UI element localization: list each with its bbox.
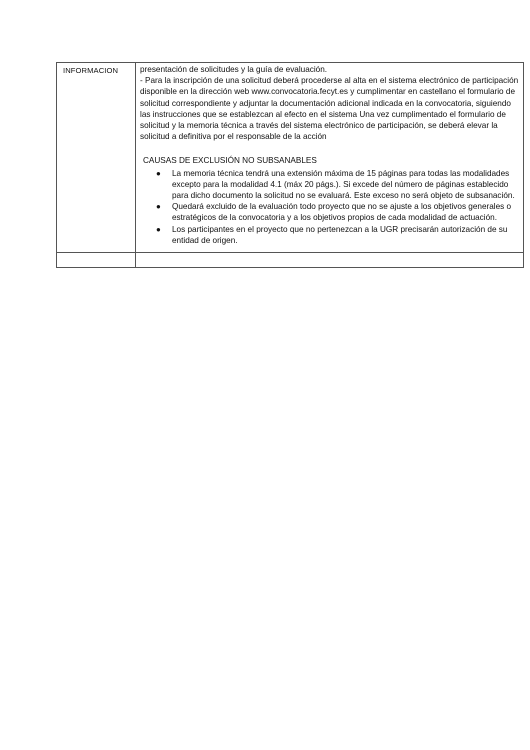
exclusion-causes-heading: CAUSAS DE EXCLUSIÓN NO SUBSANABLES <box>143 156 317 166</box>
information-table <box>56 62 524 268</box>
bullet-icon: ● <box>156 168 161 178</box>
exclusion-causes-list <box>140 168 520 252</box>
list-item <box>140 168 520 202</box>
bullet-icon: ● <box>156 202 161 212</box>
list-item <box>140 224 520 246</box>
submission-instructions-paragraph: - Para la inscripción de una solicitud deberá procederse al alta en el sistema electrónico de participación disponible en la dirección web www.convocatoria.fecyt.es y cumplimentar en castellano el formulario de solicitud correspondiente y adjuntar la documentación adicional indicada en la convocatoria, siguiendo las instrucciones que se establezcan al efecto en el sistema Una vez cumplimentado el formulario de solicitud y la memoria técnica a través del sistema electrónico de participación, se deberá elevar la solicitud a definitiva por el responsable de la acción <box>140 76 519 142</box>
list-item-text: La memoria técnica tendrá una extensión máxima de 15 páginas para todas las modalidades excepto para la modalidad 4.1 (máx 20 págs.). Si excede del número de páginas establecido para dicho documento la solicitud no se evaluará. Este exceso no será objeto de subsanación. <box>172 168 515 201</box>
row-content-cell <box>136 63 524 253</box>
row-label: INFORMACION <box>63 66 119 75</box>
row-label-cell <box>57 253 136 268</box>
table-row <box>57 63 524 253</box>
list-item-text: Quedará excluido de la evaluación todo proyecto que no se ajuste a los objetivos generales o estratégicos de la convocatoria y a los objetivos propios de cada modalidad de actuación. <box>172 202 512 223</box>
row-label-cell <box>57 63 136 253</box>
table-row <box>57 253 524 268</box>
list-item-text: Los participantes en el proyecto que no pertenezcan a la UGR precisarán autorización de su entidad de origen. <box>172 224 508 245</box>
intro-paragraph: presentación de solicitudes y la guía de evaluación. <box>140 65 328 74</box>
row-content-cell <box>136 253 524 268</box>
bullet-icon: ● <box>156 224 161 234</box>
list-item <box>140 201 520 223</box>
